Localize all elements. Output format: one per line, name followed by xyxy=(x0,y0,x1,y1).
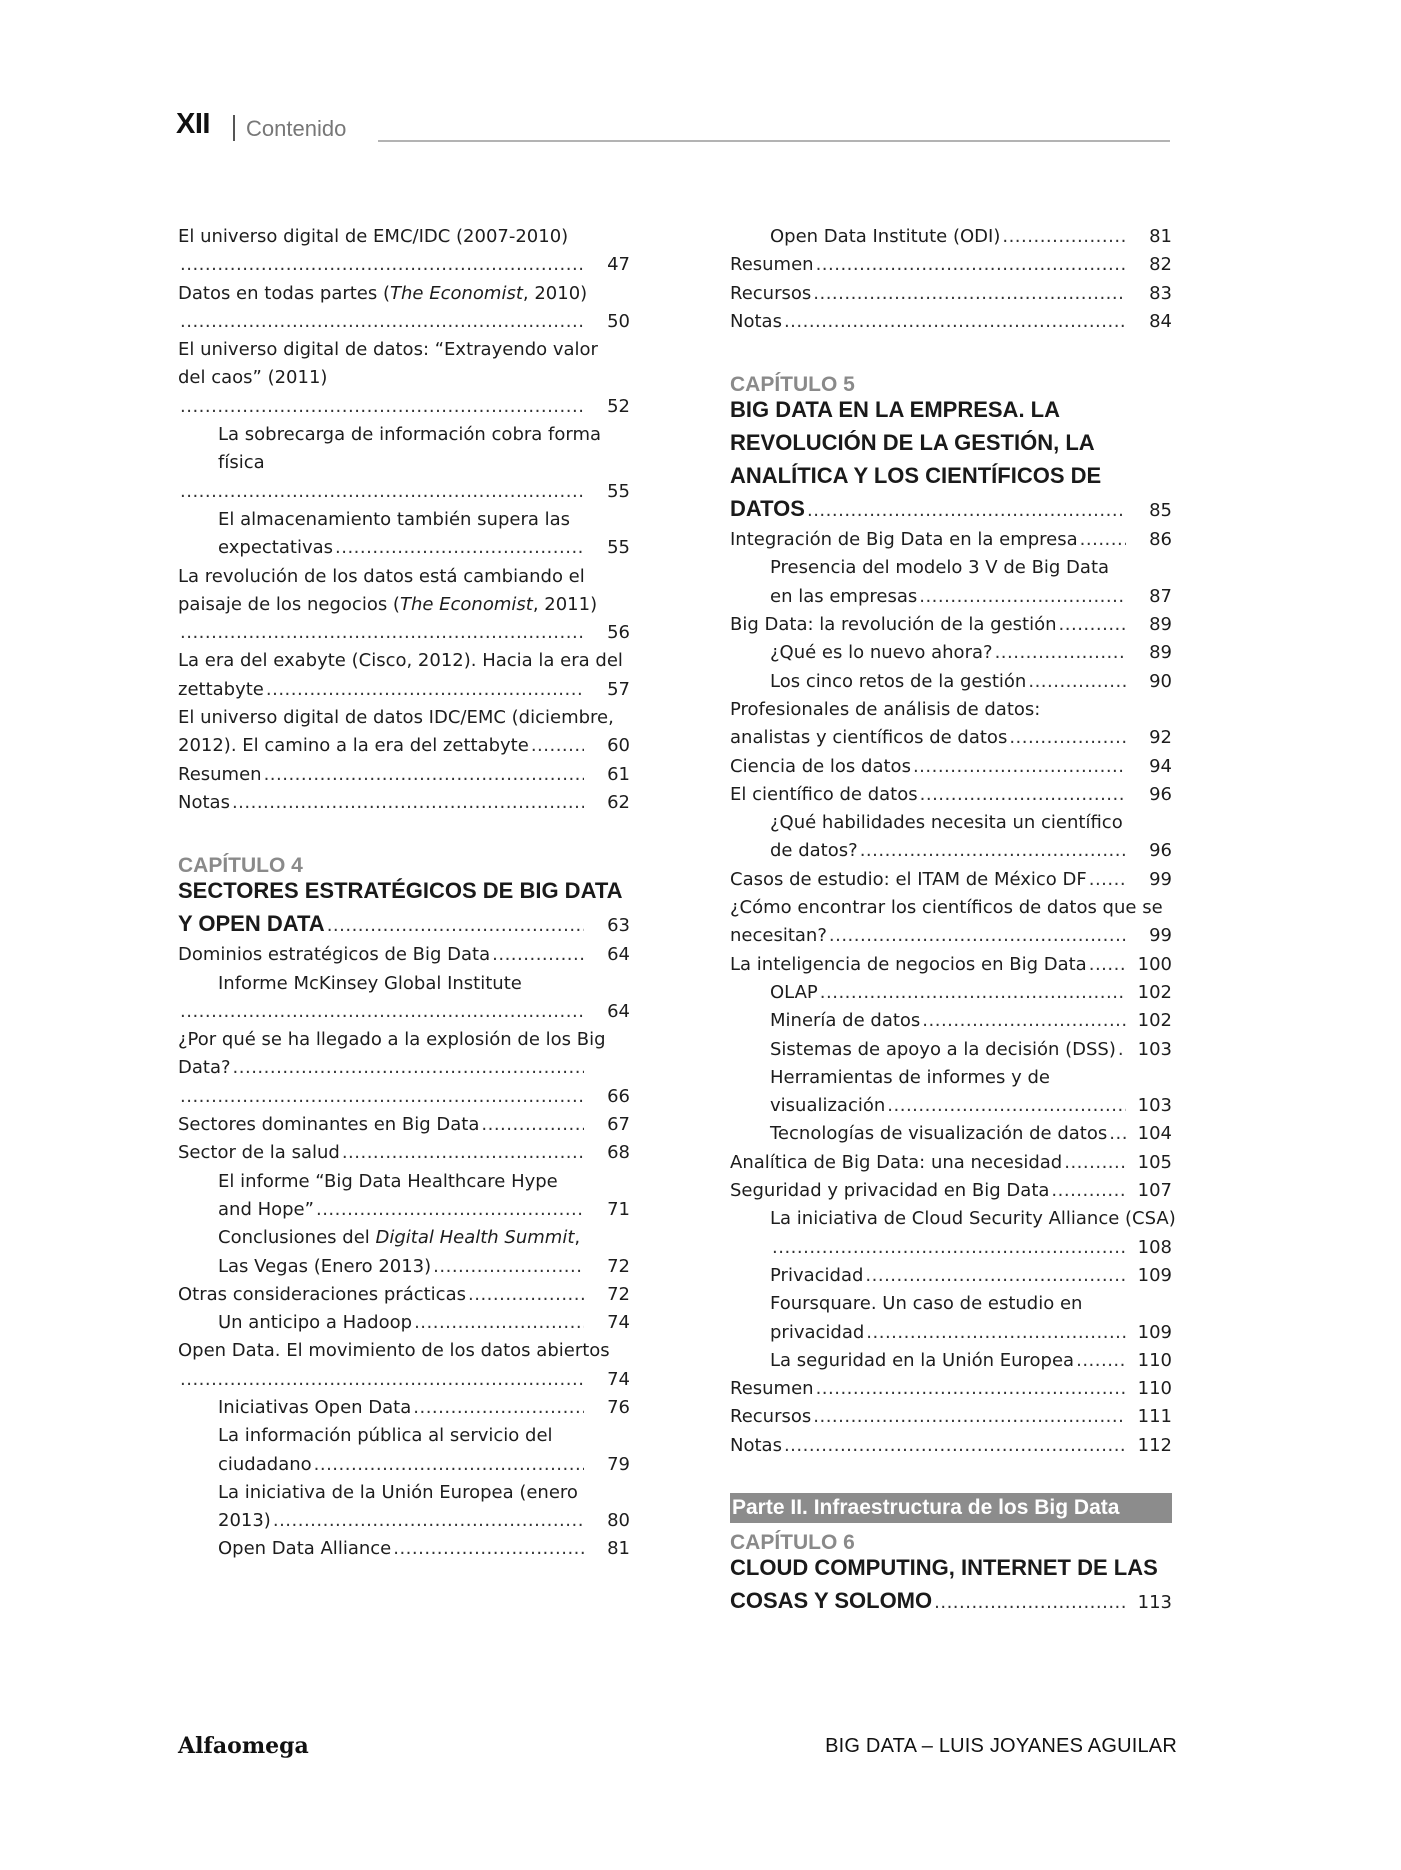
toc-entry xyxy=(178,1001,630,1029)
toc-entry-text: Profesionales de análisis de datos: xyxy=(730,698,1041,720)
toc-entry xyxy=(178,226,630,254)
toc-entry-text: Presencia del modelo 3 V de Big Data xyxy=(770,557,1110,579)
toc-entry xyxy=(730,727,1172,755)
toc-entry xyxy=(730,1067,1172,1095)
chapter-title-text: BIG DATA EN LA EMPRESA. LA xyxy=(730,397,1060,423)
dot-leader xyxy=(414,1312,584,1333)
header-section-title: Contenido xyxy=(246,116,347,141)
chapter-label: CAPÍTULO 5 xyxy=(730,373,855,397)
section-gap xyxy=(730,339,1172,369)
chapter-title xyxy=(178,878,630,911)
toc-entry xyxy=(730,586,1172,614)
page-ref: 109 xyxy=(1137,1321,1172,1343)
toc-right-column xyxy=(730,226,1176,1621)
toc-entry-text: La inteligencia de negocios en Big Data xyxy=(730,953,1087,975)
toc-entry xyxy=(178,1029,630,1057)
dot-leader xyxy=(807,500,1126,521)
toc-entry-text: El informe “Big Data Healthcare Hype xyxy=(218,1170,558,1192)
dot-leader xyxy=(531,735,584,756)
toc-entry-text: Integración de Big Data en la empresa xyxy=(730,529,1078,551)
dot-leader xyxy=(1059,614,1126,635)
dot-leader xyxy=(829,925,1126,946)
page-ref: 92 xyxy=(1149,727,1172,749)
page-ref: 72 xyxy=(607,1283,630,1305)
page-ref: 100 xyxy=(1137,953,1172,975)
toc-entry xyxy=(178,1114,630,1142)
page-ref: 89 xyxy=(1149,614,1172,636)
page-ref: 74 xyxy=(607,1368,630,1390)
dot-leader xyxy=(920,784,1126,805)
toc-entry xyxy=(178,396,630,424)
page-ref: 102 xyxy=(1137,1010,1172,1032)
toc-entry xyxy=(178,679,630,707)
page-ref: 67 xyxy=(607,1114,630,1136)
dot-leader xyxy=(784,1435,1126,1456)
toc-entry-text: Un anticipo a Hadoop xyxy=(218,1312,413,1334)
dot-leader xyxy=(393,1538,584,1559)
toc-entry xyxy=(730,812,1172,840)
dot-leader xyxy=(433,1256,584,1277)
dot-leader xyxy=(865,1265,1126,1286)
toc-entry xyxy=(178,1369,630,1397)
toc-entry-text: ¿Qué habilidades necesita un científico xyxy=(770,812,1123,834)
page-ref: 99 xyxy=(1149,868,1172,890)
page-ref: 72 xyxy=(607,1255,630,1277)
toc-entry-text: Recursos xyxy=(730,1406,812,1428)
dot-leader xyxy=(784,311,1126,332)
toc-entry-text: ¿Qué es lo nuevo ahora? xyxy=(770,642,993,664)
toc-entry-text: Otras consideraciones prácticas xyxy=(178,1283,466,1305)
toc-entry-text: Sectores dominantes en Big Data xyxy=(178,1114,480,1136)
toc-entry-text: Big Data: la revolución de la gestión xyxy=(730,614,1057,636)
toc-entry-text: Recursos xyxy=(730,282,812,304)
dot-leader xyxy=(413,1397,584,1418)
page-ref: 110 xyxy=(1137,1349,1172,1371)
toc-entry xyxy=(730,1180,1172,1208)
section-gap xyxy=(178,820,630,850)
toc-entry xyxy=(730,557,1172,585)
toc-entry-text: Resumen xyxy=(730,1378,814,1400)
toc-entry xyxy=(178,1425,630,1453)
chapter-title xyxy=(178,911,630,944)
dot-leader xyxy=(816,254,1126,275)
toc-entry xyxy=(178,1171,630,1199)
page-ref: 64 xyxy=(607,944,630,966)
dot-leader xyxy=(1009,727,1126,748)
toc-entry xyxy=(178,509,630,537)
dot-leader xyxy=(934,1592,1126,1613)
page-ref: 96 xyxy=(1149,783,1172,805)
toc-entry-text: Las Vegas (Enero 2013) xyxy=(218,1255,432,1277)
dot-leader xyxy=(913,756,1126,777)
toc-entry-text: El universo digital de datos IDC/EMC (diciembre, xyxy=(178,707,614,729)
toc-entry-text: El almacenamiento también supera las xyxy=(218,508,571,530)
dot-leader xyxy=(232,792,584,813)
toc-entry xyxy=(178,735,630,763)
toc-entry xyxy=(730,784,1172,812)
toc-entry xyxy=(730,1293,1172,1321)
chapter-title xyxy=(730,1555,1172,1588)
dot-leader xyxy=(233,1057,584,1078)
toc-entry xyxy=(178,792,630,820)
toc-entry xyxy=(730,925,1172,953)
toc-entry xyxy=(730,1152,1172,1180)
header-divider xyxy=(233,115,235,141)
toc-entry xyxy=(730,1322,1172,1350)
toc-entry xyxy=(178,1340,630,1368)
page-ref: 109 xyxy=(1137,1264,1172,1286)
toc-entry-text: ¿Por qué se ha llegado a la explosión de los Big xyxy=(178,1029,606,1051)
dot-leader xyxy=(816,1378,1126,1399)
page-ref: 108 xyxy=(1137,1236,1172,1258)
footer-book-title: BIG DATA – LUIS JOYANES AGUILAR xyxy=(825,1735,1177,1757)
toc-entry-text: El universo digital de datos: “Extrayendo valor xyxy=(178,339,598,361)
page-ref: 76 xyxy=(607,1396,630,1418)
toc-entry xyxy=(730,1265,1172,1293)
dot-leader xyxy=(1089,954,1126,975)
toc-entry-text: Notas xyxy=(730,1434,782,1456)
dot-leader xyxy=(887,1095,1126,1116)
toc-entry xyxy=(178,1510,630,1538)
toc-entry xyxy=(730,1208,1176,1236)
toc-entry-text: La información pública al servicio del xyxy=(218,1425,553,1447)
dot-leader xyxy=(264,764,584,785)
part-heading: Parte II. Infraestructura de los Big Data xyxy=(730,1493,1172,1523)
dot-leader xyxy=(820,982,1126,1003)
toc-entry-text: Informe McKinsey Global Institute xyxy=(218,972,522,994)
chapter-title-text: CLOUD COMPUTING, INTERNET DE LAS xyxy=(730,1554,1158,1580)
page-ref: 90 xyxy=(1149,670,1172,692)
page-ref: 102 xyxy=(1137,981,1172,1003)
toc-entry-text: Resumen xyxy=(730,254,814,276)
toc-entry xyxy=(178,1454,630,1482)
toc-entry xyxy=(730,671,1172,699)
dot-leader xyxy=(1028,671,1126,692)
page-ref: 107 xyxy=(1137,1180,1172,1202)
toc-entry xyxy=(178,452,630,480)
toc-entry-text: La seguridad en la Unión Europea xyxy=(770,1349,1075,1371)
toc-entry xyxy=(730,756,1172,784)
page-ref: 62 xyxy=(607,791,630,813)
toc-entry-text: Notas xyxy=(730,310,782,332)
dot-leader xyxy=(1064,1152,1126,1173)
toc-entry xyxy=(178,622,630,650)
toc-entry-text: Open Data Institute (ODI) xyxy=(770,226,1001,247)
toc-entry xyxy=(178,707,630,735)
dot-leader xyxy=(180,311,584,332)
page-ref: 111 xyxy=(1137,1406,1172,1428)
toc-entry xyxy=(178,1482,630,1510)
toc-entry xyxy=(730,1237,1172,1265)
toc-entry-text: La era del exabyte (Cisco, 2012). Hacia la era del xyxy=(178,650,623,672)
toc-entry-text: privacidad xyxy=(770,1321,865,1343)
toc-entry xyxy=(730,529,1172,557)
dot-leader xyxy=(1109,1123,1126,1144)
toc-entry-text: Foursquare. Un caso de estudio en xyxy=(770,1293,1083,1315)
page-ref: 105 xyxy=(1137,1151,1172,1173)
toc-entry xyxy=(178,973,630,1001)
page-ref: 83 xyxy=(1149,282,1172,304)
toc-entry xyxy=(178,367,630,395)
chapter-title xyxy=(730,397,1172,430)
chapter-title-text: Y OPEN DATA xyxy=(178,911,325,937)
dot-leader xyxy=(1076,1350,1126,1371)
toc-entry-text: 2013) xyxy=(218,1510,271,1532)
toc-entry-text: El científico de datos xyxy=(730,783,918,805)
dot-leader xyxy=(1051,1180,1126,1201)
dot-leader xyxy=(813,1406,1126,1427)
toc-entry-text: necesitan? xyxy=(730,925,827,947)
toc-entry xyxy=(178,1538,630,1566)
toc-entry-text: Sistemas de apoyo a la decisión (DSS) xyxy=(770,1038,1116,1060)
toc-entry-text: ¿Cómo encontrar los científicos de datos que se xyxy=(730,897,1163,919)
chapter-title-text: DATOS xyxy=(730,496,805,522)
dot-leader xyxy=(1118,1039,1126,1060)
dot-leader xyxy=(180,1001,584,1022)
chapter-title-text: SECTORES ESTRATÉGICOS DE BIG DATA xyxy=(178,878,623,904)
page-ref: 89 xyxy=(1149,642,1172,664)
toc-entry-text: La revolución de los datos está cambiando el xyxy=(178,565,585,587)
toc-entry-text: Analítica de Big Data: una necesidad xyxy=(730,1151,1063,1173)
dot-leader xyxy=(180,1369,584,1390)
toc-entry-text: Open Data Alliance xyxy=(218,1538,392,1560)
page-ref: 71 xyxy=(607,1198,630,1220)
toc-entry-text: Dominios estratégicos de Big Data xyxy=(178,944,491,966)
toc-entry-text: Sector de la salud xyxy=(178,1142,340,1164)
toc-entry-text: Ciencia de los datos xyxy=(730,755,911,777)
dot-leader xyxy=(327,915,584,936)
toc-entry-text: 2012). El camino a la era del zettabyte xyxy=(178,735,529,757)
toc-entry-text: El universo digital de EMC/IDC (2007-2010) xyxy=(178,226,569,247)
toc-entry-text: Minería de datos xyxy=(770,1010,921,1032)
toc-entry xyxy=(178,1312,630,1340)
page-ref: 63 xyxy=(607,915,630,937)
dot-leader xyxy=(481,1114,584,1135)
toc-entry-text: La iniciativa de la Unión Europea (enero xyxy=(218,1481,578,1503)
toc-entry xyxy=(730,311,1172,339)
dot-leader xyxy=(468,1284,584,1305)
page-ref: 55 xyxy=(607,480,630,502)
page-ref: 87 xyxy=(1149,585,1172,607)
page-ref: 55 xyxy=(607,537,630,559)
page-ref: 64 xyxy=(607,1000,630,1022)
page-ref: 66 xyxy=(607,1085,630,1107)
dot-leader xyxy=(180,622,584,643)
chapter-title xyxy=(730,496,1172,529)
toc-entry xyxy=(730,1350,1172,1378)
dot-leader xyxy=(335,537,584,558)
toc-entry-text: visualización xyxy=(770,1095,886,1117)
toc-entry-text: Resumen xyxy=(178,763,262,785)
toc-entry-text: Conclusiones del Digital Health Summit, xyxy=(218,1227,581,1249)
page-ref: 104 xyxy=(1137,1123,1172,1145)
footer-publisher: Alfaomega xyxy=(178,1733,309,1759)
page-ref: 103 xyxy=(1137,1038,1172,1060)
chapter-title xyxy=(730,430,1172,463)
toc-entry xyxy=(178,339,630,367)
toc-entry-text: de datos? xyxy=(770,840,858,862)
toc-entry xyxy=(730,1039,1172,1067)
dot-leader xyxy=(922,1010,1126,1031)
page-ref: 112 xyxy=(1137,1434,1172,1456)
toc-entry xyxy=(178,311,630,339)
toc-entry-text: and Hope” xyxy=(218,1198,314,1220)
page-ref: 94 xyxy=(1149,755,1172,777)
toc-entry xyxy=(730,897,1172,925)
toc-entry-text: analistas y científicos de datos xyxy=(730,727,1008,749)
page-ref: 82 xyxy=(1149,254,1172,276)
toc-entry xyxy=(730,642,1172,670)
toc-entry-text: Data? xyxy=(178,1057,231,1079)
dot-leader xyxy=(314,1454,584,1475)
dot-leader xyxy=(866,1322,1126,1343)
page-ref: 60 xyxy=(607,735,630,757)
chapter-title-text: REVOLUCIÓN DE LA GESTIÓN, LA xyxy=(730,430,1095,456)
toc-entry xyxy=(730,226,1172,254)
dot-leader xyxy=(180,254,584,275)
toc-entry-text: en las empresas xyxy=(770,585,918,607)
toc-entry xyxy=(730,840,1172,868)
toc-entry xyxy=(178,764,630,792)
toc-entry xyxy=(730,1010,1172,1038)
toc-entry xyxy=(178,944,630,972)
page-ref: 99 xyxy=(1149,925,1172,947)
toc-entry-text: La sobrecarga de información cobra forma xyxy=(218,424,602,446)
toc-entry-text: zettabyte xyxy=(178,678,264,700)
toc-entry xyxy=(178,1086,630,1114)
toc-entry-text: Privacidad xyxy=(770,1264,864,1286)
toc-entry xyxy=(178,594,630,622)
toc-entry-text: Datos en todas partes (The Economist, 2010) xyxy=(178,282,588,304)
toc-entry xyxy=(178,1142,630,1170)
toc-entry-text: paisaje de los negocios (The Economist, 2011) xyxy=(178,593,598,615)
toc-entry-text: Open Data. El movimiento de los datos abiertos xyxy=(178,1340,610,1362)
page-ref: 74 xyxy=(607,1312,630,1334)
dot-leader xyxy=(772,1237,1126,1258)
toc-entry xyxy=(730,1378,1172,1406)
toc-entry xyxy=(178,1199,630,1227)
toc-entry-text: Seguridad y privacidad en Big Data xyxy=(730,1180,1050,1202)
toc-entry xyxy=(730,1406,1172,1434)
page-ref: 52 xyxy=(607,395,630,417)
toc-entry xyxy=(730,869,1172,897)
dot-leader xyxy=(316,1199,584,1220)
toc-entry xyxy=(178,566,630,594)
page-ref: 84 xyxy=(1149,310,1172,332)
page-ref: 56 xyxy=(607,622,630,644)
toc-entry-text: Los cinco retos de la gestión xyxy=(770,670,1027,692)
dot-leader xyxy=(860,840,1126,861)
toc-entry xyxy=(178,424,630,452)
page-ref: 86 xyxy=(1149,529,1172,551)
chapter-title xyxy=(730,463,1172,496)
dot-leader xyxy=(492,944,584,965)
toc-entry-text: Iniciativas Open Data xyxy=(218,1396,412,1418)
dot-leader xyxy=(995,642,1126,663)
page-ref: 61 xyxy=(607,763,630,785)
toc-entry-text: Notas xyxy=(178,791,230,813)
page-ref: 47 xyxy=(607,254,630,276)
toc-entry xyxy=(730,982,1172,1010)
toc-entry xyxy=(178,1057,630,1085)
dot-leader xyxy=(1002,226,1126,247)
toc-entry xyxy=(178,283,630,311)
toc-entry-text: OLAP xyxy=(770,981,818,1003)
dot-leader xyxy=(180,1086,584,1107)
chapter-title-text: COSAS Y SOLOMO xyxy=(730,1587,933,1613)
chapter-label: CAPÍTULO 4 xyxy=(178,854,303,878)
toc-entry xyxy=(178,1284,630,1312)
toc-entry xyxy=(178,650,630,678)
toc-entry-text: Tecnologías de visualización de datos xyxy=(770,1123,1108,1145)
toc-entry xyxy=(730,614,1172,642)
toc-entry xyxy=(730,1095,1172,1123)
toc-entry xyxy=(178,1256,630,1284)
toc-entry-text: del caos” (2011) xyxy=(178,367,328,389)
dot-leader xyxy=(342,1142,584,1163)
page-ref: 103 xyxy=(1137,1095,1172,1117)
dot-leader xyxy=(1080,529,1126,550)
chapter-title xyxy=(730,1588,1172,1621)
chapter-label: CAPÍTULO 6 xyxy=(730,1530,855,1554)
page-ref: 96 xyxy=(1149,840,1172,862)
toc-entry xyxy=(178,537,630,565)
section-gap xyxy=(730,1463,1172,1493)
dot-leader xyxy=(1089,869,1126,890)
page-ref: 57 xyxy=(607,678,630,700)
dot-leader xyxy=(180,481,584,502)
dot-leader xyxy=(919,586,1126,607)
page-ref: 80 xyxy=(607,1510,630,1532)
toc-entry xyxy=(178,254,630,282)
toc-entry-text: Herramientas de informes y de xyxy=(770,1066,1050,1088)
page-ref: 81 xyxy=(607,1538,630,1560)
page-ref: 113 xyxy=(1137,1591,1172,1613)
dot-leader xyxy=(813,283,1126,304)
toc-entry xyxy=(178,481,630,509)
toc-entry xyxy=(730,254,1172,282)
page-ref: 50 xyxy=(607,310,630,332)
toc-left-column xyxy=(178,226,630,1567)
header-rule xyxy=(378,140,1170,142)
dot-leader xyxy=(180,396,584,417)
page-ref: 81 xyxy=(1149,226,1172,247)
toc-entry-text: expectativas xyxy=(218,537,334,559)
toc-entry-text: La iniciativa de Cloud Security Alliance (CSA) xyxy=(770,1208,1176,1230)
toc-entry xyxy=(178,1397,630,1425)
page-ref: 79 xyxy=(607,1453,630,1475)
page-number: XII xyxy=(176,108,210,140)
toc-entry-text: física xyxy=(218,452,265,474)
toc-entry xyxy=(730,283,1172,311)
toc-entry xyxy=(730,1123,1172,1151)
toc-entry xyxy=(730,699,1172,727)
dot-leader xyxy=(266,679,584,700)
toc-entry xyxy=(178,1227,630,1255)
toc-entry-text: ciudadano xyxy=(218,1453,312,1475)
toc-entry-text: Casos de estudio: el ITAM de México DF xyxy=(730,868,1087,890)
toc-entry xyxy=(730,1435,1172,1463)
toc-entry xyxy=(730,954,1172,982)
page-ref: 68 xyxy=(607,1142,630,1164)
chapter-title-text: ANALÍTICA Y LOS CIENTÍFICOS DE xyxy=(730,463,1102,489)
page-ref: 85 xyxy=(1149,500,1172,522)
dot-leader xyxy=(273,1510,584,1531)
page-ref: 110 xyxy=(1137,1378,1172,1400)
